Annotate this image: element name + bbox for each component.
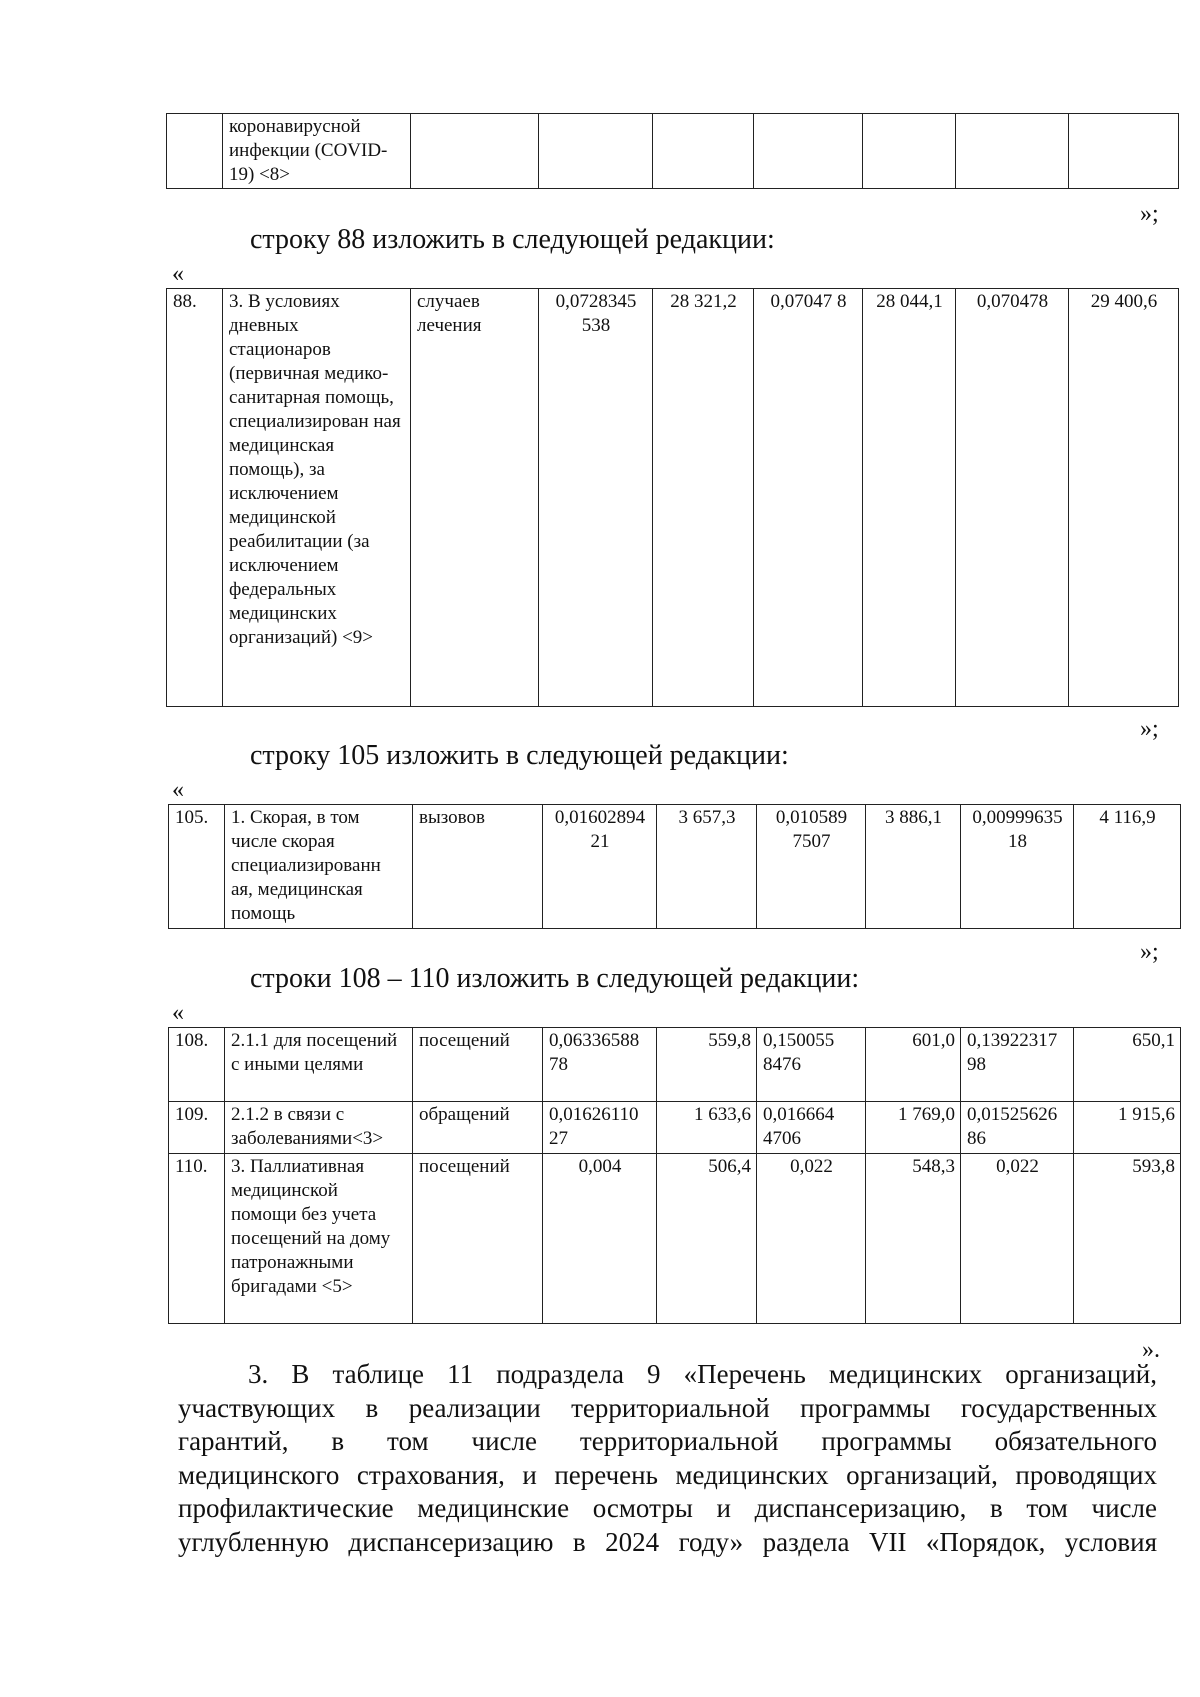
cell-number: 88.	[167, 289, 223, 707]
cell-unit: посещений	[413, 1154, 543, 1324]
section-heading: строки 108 – 110 изложить в следующей редакции:	[250, 963, 860, 994]
cell-value: 0,0728345 538	[539, 289, 653, 707]
cell-number: 110.	[169, 1154, 225, 1324]
table-row	[169, 805, 1181, 929]
cell-value	[653, 114, 754, 189]
cell-value: 29 400,6	[1069, 289, 1179, 707]
opening-quote: «	[172, 777, 184, 803]
closing-quote: »;	[1140, 939, 1159, 965]
table-row	[169, 1102, 1181, 1154]
table-row-88	[166, 288, 1179, 707]
cell-value: 506,4	[657, 1154, 757, 1324]
cell-number: 105.	[169, 805, 225, 929]
paragraph-line: участвующих в реализации территориальной программы государственных	[178, 1393, 1157, 1423]
cell-value: 601,0	[866, 1028, 961, 1102]
cell-value: 3 886,1	[866, 805, 961, 929]
table-rows-108-110	[168, 1027, 1181, 1324]
cell-value: 0,07047 8	[754, 289, 863, 707]
cell-value: 0,022	[757, 1154, 866, 1324]
cell-name: 1. Скорая, в том числе скорая специализированн ая, медицинская помощь	[225, 805, 413, 929]
cell-value	[1069, 114, 1179, 189]
cell-value: 0,01626110 27	[543, 1102, 657, 1154]
cell-name: 2.1.2 в связи с заболеваниями<3>	[225, 1102, 413, 1154]
section-heading: строку 88 изложить в следующей редакции:	[250, 224, 775, 255]
cell-value: 650,1	[1074, 1028, 1181, 1102]
paragraph-line: гарантий, в том числе территориальной программы обязательного	[178, 1426, 1157, 1456]
cell-value: 3 657,3	[657, 805, 757, 929]
cell-unit: посещений	[413, 1028, 543, 1102]
cell-unit: вызовов	[413, 805, 543, 929]
cell-value: 593,8	[1074, 1154, 1181, 1324]
cell-value: 0,150055 8476	[757, 1028, 866, 1102]
cell-unit	[411, 114, 539, 189]
cell-value: 1 769,0	[866, 1102, 961, 1154]
cell-value: 0,070478	[956, 289, 1069, 707]
cell-value: 1 633,6	[657, 1102, 757, 1154]
cell-value: 0,022	[961, 1154, 1074, 1324]
table-covid-fragment	[166, 113, 1179, 189]
cell-unit: случаев лечения	[411, 289, 539, 707]
cell-number: 109.	[169, 1102, 225, 1154]
cell-value	[863, 114, 956, 189]
table-row	[167, 114, 1179, 189]
cell-value: 0,06336588 78	[543, 1028, 657, 1102]
cell-value: 28 321,2	[653, 289, 754, 707]
cell-number: 108.	[169, 1028, 225, 1102]
table-row	[167, 289, 1179, 707]
cell-number	[167, 114, 223, 189]
paragraph-line: 3. В таблице 11 подраздела 9 «Перечень медицинских организаций,	[248, 1359, 1157, 1389]
paragraph-line: медицинского страхования, и перечень медицинских организаций, проводящих	[178, 1460, 1157, 1490]
cell-value: 0,01525626 86	[961, 1102, 1074, 1154]
cell-name: 3. В условиях дневных стационаров (первичная медико-санитарная помощь, специализирован ная медицинская помощь), за исключением медицинской реабилитации (за исключением федеральных медицинских организаций) <9>	[223, 289, 411, 707]
cell-value: 0,016664 4706	[757, 1102, 866, 1154]
closing-quote: ».	[1142, 1337, 1160, 1363]
cell-value: 0,01602894 21	[543, 805, 657, 929]
section-heading: строку 105 изложить в следующей редакции:	[250, 740, 789, 771]
cell-value: 0,13922317 98	[961, 1028, 1074, 1102]
paragraph-line: углубленную диспансеризацию в 2024 году» раздела VII «Порядок, условия	[178, 1527, 1157, 1557]
cell-value	[539, 114, 653, 189]
cell-value: 548,3	[866, 1154, 961, 1324]
closing-quote: »;	[1140, 716, 1159, 742]
table-row	[169, 1028, 1181, 1102]
cell-value	[956, 114, 1069, 189]
table-row	[169, 1154, 1181, 1324]
table-row-105	[168, 804, 1181, 929]
cell-value: 0,004	[543, 1154, 657, 1324]
opening-quote: «	[172, 1000, 184, 1026]
cell-value	[754, 114, 863, 189]
cell-unit: обращений	[413, 1102, 543, 1154]
cell-name: 2.1.1 для посещений с иными целями	[225, 1028, 413, 1102]
cell-value: 0,00999635 18	[961, 805, 1074, 929]
opening-quote: «	[172, 261, 184, 287]
cell-value: 0,010589 7507	[757, 805, 866, 929]
cell-value: 28 044,1	[863, 289, 956, 707]
cell-value: 4 116,9	[1074, 805, 1181, 929]
closing-quote: »;	[1140, 201, 1159, 227]
paragraph-line: профилактические медицинские осмотры и диспансеризацию, в том числе	[178, 1493, 1157, 1523]
cell-value: 559,8	[657, 1028, 757, 1102]
cell-value: 1 915,6	[1074, 1102, 1181, 1154]
cell-name: 3. Паллиативная медицинской помощи без учета посещений на дому патронажными бригадами <5>	[225, 1154, 413, 1324]
cell-name: коронавирусной инфекции (COVID-19) <8>	[223, 114, 411, 189]
